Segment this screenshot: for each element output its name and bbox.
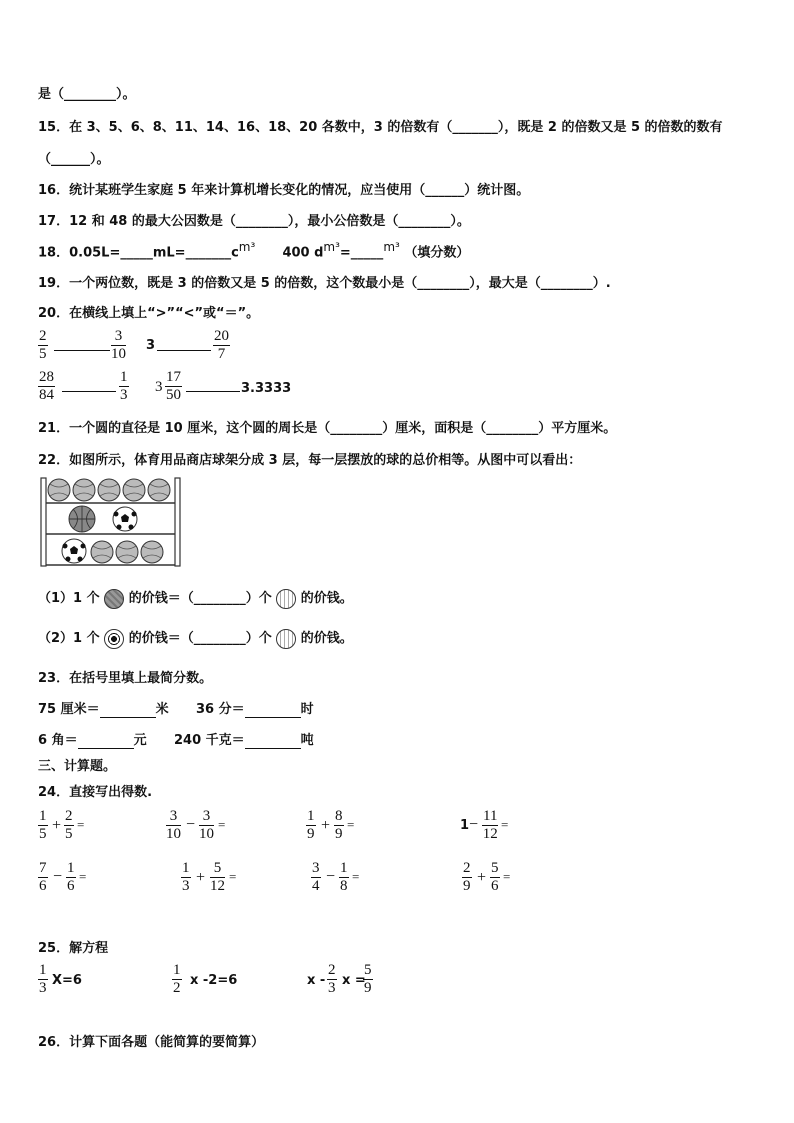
q22-sub1-a: （1）1 个	[38, 591, 100, 606]
q22-sub1-b: 的价钱＝（________）个	[128, 591, 272, 606]
soccer-ball-icon	[113, 507, 137, 531]
q23-c-blank	[78, 733, 134, 749]
soccer-ball-icon	[62, 539, 86, 563]
q24-e5-op: −	[53, 868, 63, 885]
q20-frac-b: $\frac{3}{10}$	[111, 328, 126, 362]
q24-e6-eq: =	[229, 869, 237, 884]
q22-sub2-c: 的价钱。	[300, 631, 353, 646]
q23-a: 75 厘米＝	[38, 702, 100, 717]
q18-unit3: m³	[383, 240, 400, 254]
q25-c-rhs-frac: $\frac{5}{9}$	[364, 962, 372, 996]
q24-e1-op: +	[52, 817, 62, 834]
q20-blank-3	[62, 391, 116, 392]
q24-e8-frac1: $\frac{2}{9}$	[463, 860, 471, 894]
q24-e1-frac2: $\frac{2}{5}$	[65, 808, 73, 842]
q24-e3-op: +	[321, 817, 331, 834]
q24-e4-op: −	[469, 816, 479, 833]
q24-e2-frac2: $\frac{3}{10}$	[199, 808, 214, 842]
q23-row1-b	[196, 698, 314, 718]
q25-title: 25．解方程	[38, 941, 109, 956]
basketball-icon	[69, 506, 95, 532]
q24-e8-frac2: $\frac{5}{6}$	[491, 860, 499, 894]
q20-blank-1	[54, 350, 110, 351]
q20-whole-c: 3	[146, 338, 156, 353]
q20-frac-d: $\frac{20}{7}$	[214, 328, 229, 362]
q23-c: 6 角＝	[38, 733, 78, 748]
q15-line1: 15．在 3、5、6、8、11、14、16、18、20 各数中，3 的倍数有（_______），既是 2 的倍数又是 5 的倍数的数有	[38, 120, 723, 135]
q23-d-blank	[245, 733, 301, 749]
q24-e5-eq: =	[79, 869, 87, 884]
q25-c-pre: x -	[307, 973, 326, 988]
q18-unit1: m³	[238, 240, 256, 254]
q25-b-rest: x -2=6	[190, 973, 238, 988]
q24-e4-frac: $\frac{11}{12}$	[482, 808, 498, 842]
q21-text: 21．一个圆的直径是 10 厘米，这个圆的周长是（________）厘米，面积是（________）平方厘米。	[38, 421, 617, 436]
q23-b-blank	[245, 702, 301, 718]
rack-left-post	[41, 478, 46, 566]
q18-part2: 400 d	[282, 245, 324, 261]
q18-part1: 18．0.05L=_____mL=_______c	[38, 245, 239, 261]
q15-line2: （______）。	[38, 152, 110, 167]
q24-e8-op: +	[477, 869, 487, 886]
q25-c-mid: x =	[342, 973, 366, 988]
q17-text: 17．12 和 48 的最大公因数是（________），最小公倍数是（________）。	[38, 214, 470, 229]
q24-e4-eq: =	[501, 817, 509, 832]
q24-e3-frac2: $\frac{8}{9}$	[335, 808, 343, 842]
volleyball-icon	[276, 629, 296, 649]
q20-frac-a: $\frac{2}{5}$	[39, 328, 47, 362]
q22-sub2	[38, 627, 353, 649]
q24-e6-frac1: $\frac{1}{3}$	[182, 860, 190, 894]
q20-blank-2	[157, 350, 211, 351]
q23-b: 36 分＝	[196, 702, 245, 717]
q25-b-frac: $\frac{1}{2}$	[173, 962, 181, 996]
q24-e6-frac2: $\frac{5}{12}$	[210, 860, 225, 894]
q23-c-unit: 元	[133, 733, 147, 748]
q24-title: 24．直接写出得数.	[38, 785, 153, 800]
section-3-heading: 三、计算题。	[38, 759, 117, 774]
q23-row1	[38, 698, 169, 718]
q24-e1-eq: =	[77, 817, 85, 832]
q22-sub2-b: 的价钱＝（________）个	[128, 631, 272, 646]
q25-a-rest: X=6	[52, 973, 82, 988]
q23-row2-d	[174, 729, 314, 749]
q20-whole-g: 3	[155, 379, 163, 395]
q22-sub1-c: 的价钱。	[300, 591, 353, 606]
q20-frac-g: $\frac{17}{50}$	[166, 369, 181, 403]
q24-e1-frac1: $\frac{1}{5}$	[39, 808, 47, 842]
q26-text: 26．计算下面各题（能简算的要简算）	[38, 1035, 265, 1050]
q24-e6-op: +	[196, 869, 206, 886]
q18-part4: （填分数）	[404, 245, 470, 261]
soccer-ball-icon	[104, 629, 124, 649]
q24-e4-whole: 1	[460, 818, 470, 833]
q23-row2	[38, 729, 147, 749]
q22-sub1	[38, 587, 353, 609]
q20-title: 20．在横线上填上“>”“<”或“＝”。	[38, 306, 260, 321]
q23-d-unit: 吨	[300, 733, 314, 748]
q24-e8-eq: =	[503, 869, 511, 884]
q24-e3-eq: =	[347, 817, 355, 832]
q18-part3: =_____	[339, 245, 384, 261]
q22-sub2-a: （2）1 个	[38, 631, 100, 646]
q23-b-unit: 时	[300, 702, 314, 717]
q23-title: 23．在括号里填上最简分数。	[38, 671, 213, 686]
q25-a-frac: $\frac{1}{3}$	[39, 962, 47, 996]
q20-blank-4	[186, 391, 240, 392]
q25-c-frac: $\frac{2}{3}$	[328, 962, 336, 996]
q24-e2-frac1: $\frac{3}{10}$	[166, 808, 181, 842]
q20-frac-e: $\frac{28}{84}$	[39, 369, 54, 403]
q16-text: 16．统计某班学生家庭 5 年来计算机增长变化的情况，应当使用（______）统计图。	[38, 183, 530, 198]
q24-e2-eq: =	[218, 817, 226, 832]
ball-rack-figure	[40, 476, 182, 568]
rack-right-post	[175, 478, 180, 566]
q24-e7-op: −	[326, 868, 336, 885]
q19-text: 19．一个两位数，既是 3 的倍数又是 5 的倍数，这个数最小是（________），最大是（________）.	[38, 276, 611, 291]
volleyball-icon	[91, 541, 163, 563]
q18-text	[38, 240, 469, 260]
q24-e7-frac2: $\frac{1}{8}$	[340, 860, 348, 894]
basketball-icon	[104, 589, 124, 609]
q24-e5-frac1: $\frac{7}{6}$	[39, 860, 47, 894]
q23-a-unit: 米	[155, 702, 169, 717]
q24-e2-op: −	[186, 816, 196, 833]
q20-value-h: 3.3333	[241, 381, 292, 396]
ball-rack-svg	[40, 476, 182, 568]
q24-e7-frac1: $\frac{3}{4}$	[312, 860, 320, 894]
q14-tail: 是（________）。	[38, 87, 136, 102]
volleyball-icon	[276, 589, 296, 609]
q22-title: 22．如图所示，体育用品商店球架分成 3 层，每一层摆放的球的总价相等。从图中可以看出：	[38, 453, 582, 468]
q23-a-blank	[100, 702, 156, 718]
q24-e5-frac2: $\frac{1}{6}$	[67, 860, 75, 894]
q24-e3-frac1: $\frac{1}{9}$	[307, 808, 315, 842]
q24-e7-eq: =	[352, 869, 360, 884]
volleyball-icon	[48, 479, 170, 501]
q23-d: 240 千克＝	[174, 733, 245, 748]
q18-unit2: m³	[323, 240, 340, 254]
q20-frac-f: $\frac{1}{3}$	[120, 369, 128, 403]
